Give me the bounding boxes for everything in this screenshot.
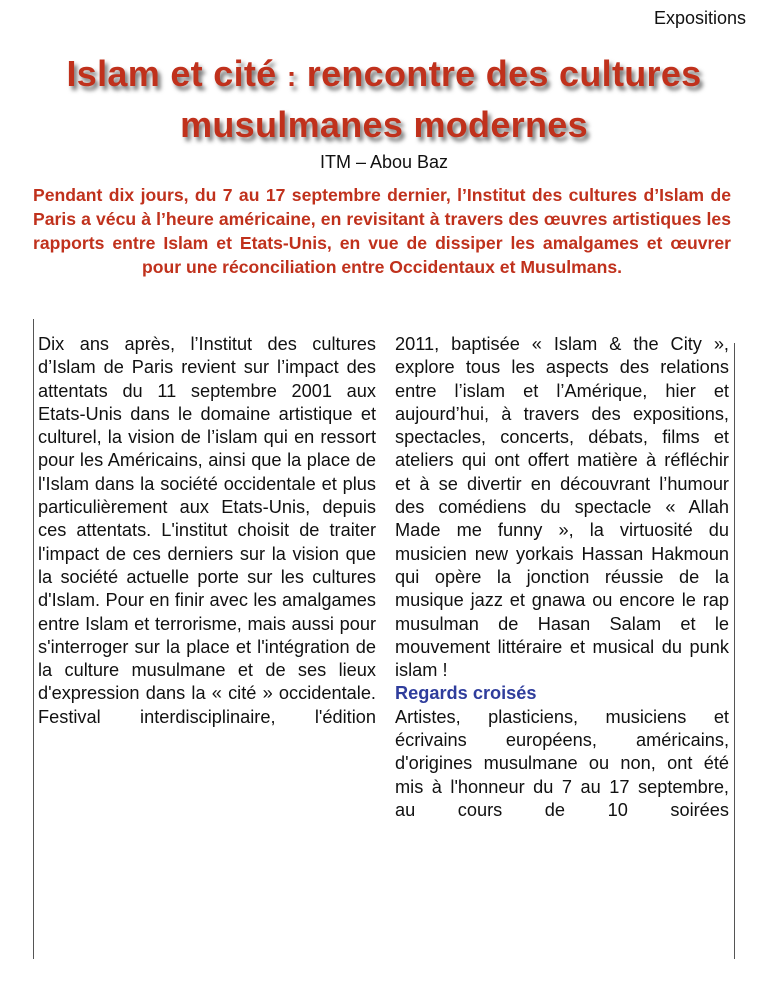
byline: ITM – Abou Baz <box>319 152 449 172</box>
column-rule-left <box>33 319 34 959</box>
column-rule-right <box>734 343 735 959</box>
left-column <box>38 333 376 729</box>
subheading: Regards croisés <box>395 683 537 704</box>
left-paragraph-2: Festival interdisciplinaire, l'édition <box>38 706 376 727</box>
article-title <box>0 50 768 149</box>
title-part-1: Islam et cité <box>66 53 277 94</box>
left-paragraph-1: Dix ans après, l’Institut des cultures d’Islam de Paris revient sur l’impact des attentats du 11 septembre 2001 aux Etats-Unis dans le domaine artistique et culturel, la vision de l’islam qui en ressort pour les Américains, ainsi que la place de l'Islam dans la société occidentale et plus particulièrement aux Etats-Unis, depuis ces attentats. L'institut choisit de traiter l'impact de ces derniers sur la vision que la société actuelle porte sur les cultures d'Islam. Pour en finir avec les amalgames entre Islam et terrorisme, mais aussi pour s'interroger sur la place et l'intégration de la culture musulmane et de ses lieux d'expression dans la « cité » occidentale. <box>38 334 376 704</box>
lead-paragraph: Pendant dix jours, du 7 au 17 septembre dernier, l’Institut des cultures d’Islam de Paris a vécu à l’heure américaine, en revisitant à travers des œuvres artistiques les rapports entre Islam et Etats-Unis, en vue de dissiper les amalgames et œuvrer pour une réconciliation entre Occidentaux et Musulmans. <box>33 185 731 277</box>
right-paragraph-2: Artistes, plasticiens, musiciens et écrivains européens, américains, d'origines musulmane ou non, ont été mis à l'honneur du 7 au 17 septembre, au cours de 10 soirées <box>395 706 729 820</box>
section-label: Expositions <box>653 8 746 28</box>
title-line-2: musulmanes modernes <box>180 104 588 145</box>
title-part-2: rencontre des cultures <box>306 53 702 94</box>
title-colon: : <box>286 61 297 92</box>
right-column <box>395 333 729 822</box>
right-paragraph-1: 2011, baptisée « Islam & the City », explore tous les aspects des relations entre l’islam et l’Amérique, hier et aujourd’hui, à travers des expositions, spectacles, concerts, débats, films et ateliers qui ont offert matière à réfléchir et à se divertir en découvrant l’humour des comédiens du spectacle « Allah Made me funny », la virtuosité du musicien new yorkais Hassan Hakmoun qui opère la jonction réussie de la musique jazz et gnawa ou encore le rap musulman de Hasan Salam et le mouvement littéraire et musical du punk islam ! <box>395 334 729 681</box>
